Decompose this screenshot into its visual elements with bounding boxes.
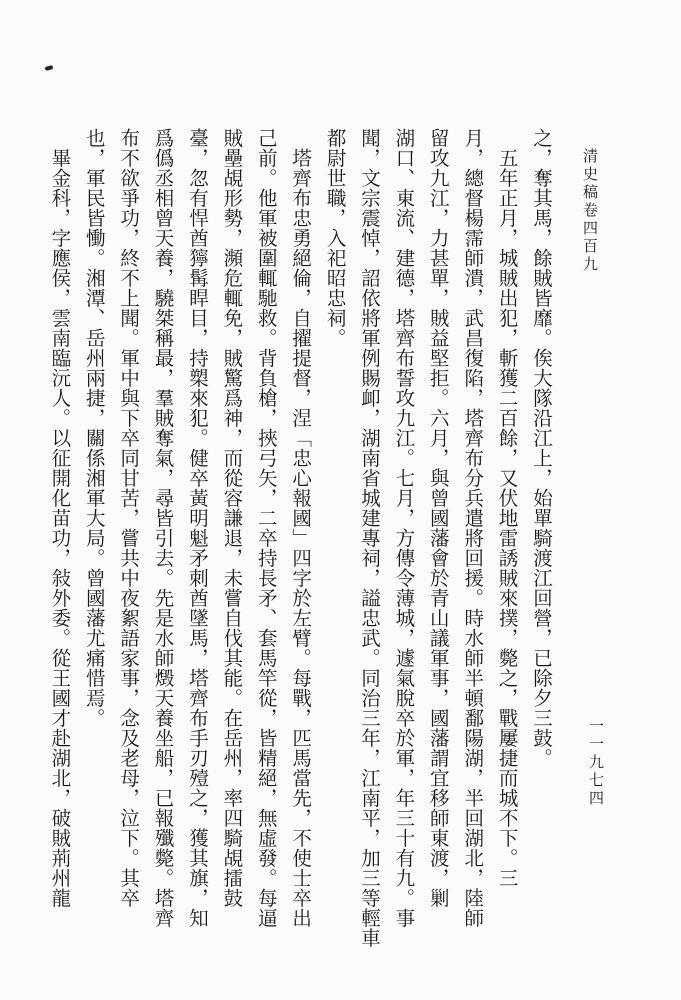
text-column: 月，總督楊霈師潰，武昌復陷，塔齊布分兵遣將回援。時水師半頓鄱陽湖，半回湖北，陸師 (461, 128, 485, 928)
text-column: 塔齊布忠勇絕倫，自擢提督，涅「忠心報國」四字於左臂。每戰，匹馬當先，不使士卒出 (289, 128, 313, 928)
text-column: 留攻九江，力甚單，賊益堅拒。六月，與曾國藩會於青山議軍事，國藩謂宜移師東渡，剿 (426, 128, 450, 908)
text-column: 五年正月，城賊出犯，斬獲二百餘，又伏地雷誘賊來撲，斃之，戰屢捷而城不下。三 (495, 128, 519, 888)
body-text (48, 128, 558, 958)
text-column: 之，奪其馬，餘賊皆靡。俟大隊沿江上，始單騎渡江回營，已除夕三鼓。 (530, 128, 553, 768)
text-column: 也，軍民皆慟。湘潭、岳州兩捷，關係湘軍大局。曾國藩尤痛惜焉。 (82, 128, 106, 728)
running-header: 清史稿卷四百九 (581, 148, 599, 274)
text-column: 爲僞丞相曾天養，驍桀稱最，羣賊奪氣，尋皆引去。先是水師燬天養坐船，已報殲斃。塔齊 (151, 128, 175, 928)
text-column: 聞，文宗震悼，詔依將軍例賜卹，湖南省城建專祠，謚忠武。同治三年，江南平，加三等輕車 (357, 128, 381, 948)
text-column: 臺，忽有悍酋獰髯睅目，持槊來犯。健卒黃明魁矛刺酋墜馬，塔齊布手刃殪之，獲其旗，知 (185, 128, 209, 928)
text-column: 賊壘覘形勢，瀕危輒免，賊驚爲神，而從容謙退，未嘗自伐其能。在岳州，率四騎覘擂鼓 (220, 128, 244, 908)
text-column: 己前。他軍被圍輒馳救。背負槍，挾弓矢，二卒持長矛、套馬竿從，皆精絕，無虛發。每逼 (254, 128, 278, 928)
text-column: 畢金科，字應侯，雲南臨沅人。以征開化苗功，敍外委。從王國才赴湖北，破賊荊州龍 (48, 128, 72, 908)
page-number: 一一九七四 (587, 718, 605, 808)
text-column: 都尉世職，入祀昭忠祠。 (323, 128, 347, 348)
text-column: 布不欲爭功，終不上聞。軍中與下卒同甘苦，嘗共中夜絮語家事，念及老母，泣下。其卒 (117, 128, 141, 908)
text-column: 湖口、東流、建德，塔齊布誓攻九江。七月，方傳令薄城，遽氣脫卒於軍，年三十有九。事 (392, 128, 416, 928)
ink-speck (45, 65, 54, 71)
